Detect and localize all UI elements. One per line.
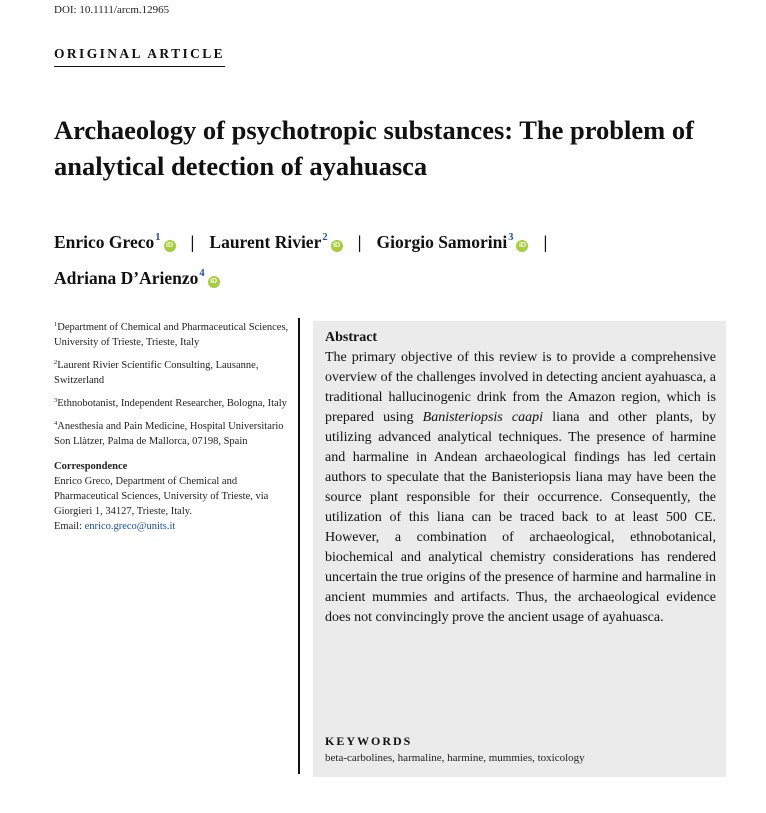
- affiliation-text: Department of Chemical and Pharmaceutical Sciences, University of Trieste, Trieste, Italy: [54, 322, 289, 348]
- affiliation-text: Laurent Rivier Scientific Consulting, Lausanne, Switzerland: [54, 360, 259, 386]
- affiliations-column: [54, 317, 290, 534]
- author-name[interactable]: Adriana D’Arienzo: [54, 268, 199, 288]
- abstract-text-part: The primary objective of this review is to provide a comprehensive overview of the challenges involved in detecting ancient ayahuasca, a traditional hallucinogenic drink from the Amazon region, which is prepared using: [325, 350, 716, 425]
- affiliation-sup: 1: [54, 321, 58, 328]
- section-label: ORIGINAL ARTICLE: [54, 46, 225, 67]
- affiliation-1: [54, 317, 290, 350]
- author-affil-sup: 3: [508, 232, 514, 243]
- orcid-icon[interactable]: iD: [164, 240, 176, 252]
- affiliation-2: [54, 355, 290, 388]
- orcid-icon[interactable]: iD: [208, 276, 220, 288]
- author-affil-sup: 1: [155, 232, 161, 243]
- correspondence-text: Enrico Greco, Department of Chemical and Pharmaceutical Sciences, University of Trieste, via Giorgieri 1, 34127, Trieste, Italy.: [54, 476, 269, 517]
- keywords-list: beta-carbolines, harmaline, harmine, mummies, toxicology: [325, 752, 585, 764]
- abstract-text-part: liana and other plants, by utilizing advanced analytical techniques. The presence of harmine and harmaline in Andean archaeological findings has led certain authors to speculate that the Banisteriopsis liana may have been the source plant responsible for their occurrence. Consequently, the utilization of this liana can be traced back to at least 500 CE. However, a combination of archaeological, ethnobotanical, biochemical and analytical chemistry considerations has rendered uncertain the true origins of the presence of harmine and harmaline in ancient mummies and artifacts. Thus, the archaeological evidence does not convincingly prove the ancient usage of ayahuasca.: [325, 410, 716, 625]
- doi-line: DOI: 10.1111/arcm.12965: [54, 4, 170, 16]
- article-title: Archaeology of psychotropic substances: The problem of analytical detection of ayahuasca: [54, 115, 694, 181]
- author-affil-sup: 4: [199, 268, 205, 279]
- author-name[interactable]: Enrico Greco: [54, 232, 155, 252]
- affiliation-3: [54, 393, 290, 411]
- affiliation-sup: 2: [54, 359, 58, 366]
- affiliation-text: Ethnobotanist, Independent Researcher, Bologna, Italy: [57, 398, 287, 409]
- column-divider: [298, 318, 300, 774]
- author-name[interactable]: Laurent Rivier: [209, 232, 322, 252]
- keywords-heading: KEYWORDS: [325, 734, 413, 748]
- orcid-icon[interactable]: iD: [516, 240, 528, 252]
- abstract-body: [325, 348, 716, 628]
- correspondence-heading: Correspondence: [54, 461, 128, 472]
- author-separator: |: [190, 232, 195, 252]
- orcid-icon[interactable]: iD: [331, 240, 343, 252]
- affiliation-text: Anesthesia and Pain Medicine, Hospital Universitario Son Llàtzer, Palma de Mallorca, 07198, Spain: [54, 421, 284, 447]
- abstract-heading: Abstract: [325, 330, 378, 345]
- affiliation-4: [54, 416, 290, 449]
- author-4[interactable]: [54, 268, 220, 288]
- author-name[interactable]: Giorgio Samorini: [376, 232, 508, 252]
- email-label: Email:: [54, 521, 82, 532]
- abstract-italic-species: Banisteriopsis caapi: [422, 410, 544, 425]
- author-1[interactable]: [54, 232, 176, 252]
- author-affil-sup: 2: [322, 232, 328, 243]
- affiliation-sup: 4: [54, 420, 58, 427]
- email-link[interactable]: enrico.greco@units.it: [84, 521, 176, 532]
- author-separator: |: [357, 232, 362, 252]
- affiliation-sup: 3: [54, 397, 58, 404]
- author-3[interactable]: [376, 232, 528, 252]
- correspondence-block: [54, 474, 290, 534]
- author-list: [54, 222, 744, 294]
- author-separator: |: [543, 232, 548, 252]
- author-2[interactable]: [209, 232, 342, 252]
